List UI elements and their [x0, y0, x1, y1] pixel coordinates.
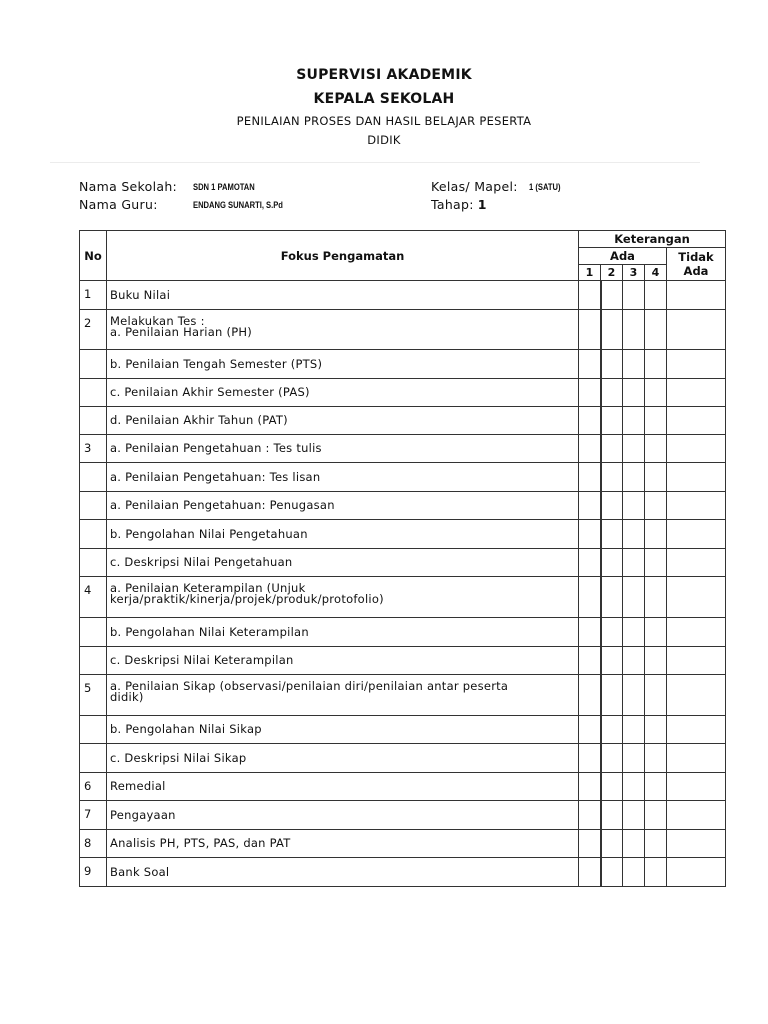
score-cell-2[interactable]	[601, 435, 623, 463]
row-number: 2	[80, 310, 107, 350]
tidak-ada-cell[interactable]	[667, 379, 726, 407]
focus-text: a. Penilaian Pengetahuan : Tes tulis	[110, 441, 322, 455]
score-cell-1[interactable]	[579, 647, 601, 675]
score-cell-1[interactable]	[579, 773, 601, 801]
tidak-ada-cell[interactable]	[667, 744, 726, 773]
tidak-ada-cell[interactable]	[667, 463, 726, 492]
score-cell-4[interactable]	[645, 716, 667, 744]
score-cell-3[interactable]	[623, 744, 645, 773]
focus-text: a. Penilaian Pengetahuan: Penugasan	[110, 498, 335, 512]
score-cell-2[interactable]	[601, 407, 623, 435]
focus-cell	[107, 618, 579, 647]
score-cell-4[interactable]	[645, 830, 667, 858]
school-info	[79, 179, 255, 194]
focus-text-continued: kerja/praktik/kinerja/projek/produk/protofolio)	[110, 592, 384, 606]
class-value: 1 (SATU)	[529, 182, 561, 193]
focus-text-continued: didik)	[110, 690, 144, 704]
score-cell-4[interactable]	[645, 549, 667, 577]
tidak-ada-cell[interactable]	[667, 435, 726, 463]
tidak-ada-cell[interactable]	[667, 858, 726, 887]
focus-text: b. Pengolahan Nilai Sikap	[110, 722, 262, 736]
tidak-ada-cell[interactable]	[667, 310, 726, 350]
table-row	[80, 830, 726, 858]
row-number: 9	[80, 858, 107, 887]
score-cell-3[interactable]	[623, 801, 645, 830]
school-label: Nama Sekolah:	[79, 179, 178, 194]
doc-subtitle-line2: DIDIK	[367, 133, 401, 147]
score-cell-1[interactable]	[579, 830, 601, 858]
score-cell-4[interactable]	[645, 618, 667, 647]
score-header-3: 3	[623, 265, 645, 281]
score-cell-3[interactable]	[623, 549, 645, 577]
table-row	[80, 549, 726, 577]
stage-info	[431, 197, 486, 212]
score-cell-4[interactable]	[645, 350, 667, 379]
score-cell-2[interactable]	[601, 675, 623, 716]
doc-title: SUPERVISI AKADEMIK	[296, 67, 472, 83]
table-row	[80, 716, 726, 744]
row-number: 8	[80, 830, 107, 858]
focus-cell	[107, 463, 579, 492]
focus-cell	[107, 744, 579, 773]
score-cell-3[interactable]	[623, 492, 645, 520]
table-row	[80, 407, 726, 435]
score-cell-3[interactable]	[623, 310, 645, 350]
tidak-ada-cell[interactable]	[667, 647, 726, 675]
score-cell-3[interactable]	[623, 379, 645, 407]
score-cell-3[interactable]	[623, 350, 645, 379]
focus-cell	[107, 773, 579, 801]
tidak-ada-cell[interactable]	[667, 577, 726, 618]
score-cell-3[interactable]	[623, 716, 645, 744]
row-number	[80, 618, 107, 647]
score-cell-1[interactable]	[579, 549, 601, 577]
focus-text: c. Deskripsi Nilai Pengetahuan	[110, 555, 293, 569]
score-cell-4[interactable]	[645, 379, 667, 407]
table-row	[80, 463, 726, 492]
focus-cell	[107, 310, 579, 350]
focus-cell	[107, 549, 579, 577]
score-cell-4[interactable]	[645, 520, 667, 549]
focus-text: Pengayaan	[110, 807, 176, 822]
focus-text: Melakukan Tes :	[110, 314, 205, 328]
row-number: 4	[80, 577, 107, 618]
table-row	[80, 647, 726, 675]
focus-text-continued: a. Penilaian Harian (PH)	[110, 325, 253, 339]
col-keterangan-header: Keterangan	[579, 231, 726, 248]
row-number	[80, 492, 107, 520]
divider	[50, 162, 700, 163]
tidak-ada-cell[interactable]	[667, 675, 726, 716]
row-number	[80, 520, 107, 549]
doc-subtitle: PENILAIAN PROSES DAN HASIL BELAJAR PESERTA	[236, 114, 532, 128]
score-cell-1[interactable]	[579, 379, 601, 407]
teacher-label: Nama Guru:	[79, 197, 158, 212]
table-row	[80, 379, 726, 407]
focus-cell	[107, 350, 579, 379]
score-cell-1[interactable]	[579, 716, 601, 744]
score-cell-2[interactable]	[601, 830, 623, 858]
focus-cell	[107, 435, 579, 463]
table-row	[80, 310, 726, 350]
score-header-4: 4	[645, 265, 667, 281]
score-cell-2[interactable]	[601, 492, 623, 520]
col-focus-header: Fokus Pengamatan	[107, 231, 579, 281]
row-number	[80, 350, 107, 379]
score-cell-4[interactable]	[645, 407, 667, 435]
tidak-ada-cell[interactable]	[667, 773, 726, 801]
score-cell-2[interactable]	[601, 379, 623, 407]
score-cell-4[interactable]	[645, 858, 667, 887]
score-cell-2[interactable]	[601, 801, 623, 830]
score-cell-4[interactable]	[645, 675, 667, 716]
score-cell-3[interactable]	[623, 773, 645, 801]
score-cell-1[interactable]	[579, 492, 601, 520]
stage-value: 1	[477, 197, 487, 212]
score-cell-4[interactable]	[645, 310, 667, 350]
score-cell-1[interactable]	[579, 310, 601, 350]
score-cell-3[interactable]	[623, 858, 645, 887]
table-row	[80, 858, 726, 887]
score-cell-1[interactable]	[579, 435, 601, 463]
focus-cell	[107, 716, 579, 744]
teacher-value: ENDANG SUNARTI, S.Pd	[193, 200, 283, 211]
row-number	[80, 379, 107, 407]
score-cell-4[interactable]	[645, 577, 667, 618]
focus-cell	[107, 520, 579, 549]
score-cell-3[interactable]	[623, 675, 645, 716]
focus-cell	[107, 830, 579, 858]
tidak-ada-cell[interactable]	[667, 281, 726, 310]
focus-cell	[107, 379, 579, 407]
score-cell-1[interactable]	[579, 675, 601, 716]
score-cell-1[interactable]	[579, 618, 601, 647]
focus-cell	[107, 407, 579, 435]
row-number: 5	[80, 675, 107, 716]
focus-text: a. Penilaian Pengetahuan: Tes lisan	[110, 469, 321, 484]
row-number: 1	[80, 281, 107, 310]
score-cell-2[interactable]	[601, 310, 623, 350]
score-header-1: 1	[579, 265, 601, 281]
table-row	[80, 801, 726, 830]
row-number: 7	[80, 801, 107, 830]
row-number	[80, 549, 107, 577]
focus-text: b. Penilaian Tengah Semester (PTS)	[110, 356, 323, 371]
score-cell-3[interactable]	[623, 435, 645, 463]
table-row	[80, 520, 726, 549]
score-cell-4[interactable]	[645, 647, 667, 675]
score-cell-1[interactable]	[579, 520, 601, 549]
score-cell-4[interactable]	[645, 463, 667, 492]
score-cell-3[interactable]	[623, 618, 645, 647]
row-number	[80, 407, 107, 435]
table-row	[80, 744, 726, 773]
score-cell-2[interactable]	[601, 463, 623, 492]
focus-text: c. Deskripsi Nilai Sikap	[110, 750, 247, 765]
score-cell-1[interactable]	[579, 350, 601, 379]
score-cell-2[interactable]	[601, 744, 623, 773]
score-cell-4[interactable]	[645, 492, 667, 520]
score-cell-1[interactable]	[579, 463, 601, 492]
focus-text: Bank Soal	[110, 864, 170, 879]
focus-cell	[107, 675, 579, 716]
tidak-ada-cell[interactable]	[667, 618, 726, 647]
class-info	[431, 179, 561, 194]
score-cell-3[interactable]	[623, 463, 645, 492]
row-number: 3	[80, 435, 107, 463]
focus-cell	[107, 281, 579, 310]
focus-text: c. Deskripsi Nilai Keterampilan	[110, 653, 294, 667]
tidak-ada-cell[interactable]	[667, 350, 726, 379]
score-cell-2[interactable]	[601, 350, 623, 379]
score-cell-2[interactable]	[601, 716, 623, 744]
score-header-2: 2	[601, 265, 623, 281]
row-number	[80, 744, 107, 773]
focus-cell	[107, 858, 579, 887]
teacher-info	[79, 197, 283, 212]
score-cell-2[interactable]	[601, 858, 623, 887]
focus-text: c. Penilaian Akhir Semester (PAS)	[110, 385, 310, 399]
supervision-table	[79, 230, 726, 887]
row-number	[80, 647, 107, 675]
table-row	[80, 492, 726, 520]
focus-text: Remedial	[110, 779, 166, 793]
score-cell-3[interactable]	[623, 520, 645, 549]
col-tidak-ada-header: Tidak Ada	[667, 248, 726, 281]
score-cell-1[interactable]	[579, 407, 601, 435]
score-cell-3[interactable]	[623, 647, 645, 675]
score-cell-3[interactable]	[623, 577, 645, 618]
class-label: Kelas/ Mapel:	[431, 179, 518, 194]
score-cell-2[interactable]	[601, 647, 623, 675]
score-cell-4[interactable]	[645, 773, 667, 801]
tidak-ada-cell[interactable]	[667, 830, 726, 858]
focus-text: b. Pengolahan Nilai Keterampilan	[110, 624, 309, 639]
score-cell-4[interactable]	[645, 744, 667, 773]
col-no-header: No	[80, 231, 107, 281]
focus-text: Analisis PH, PTS, PAS, dan PAT	[110, 836, 291, 850]
score-cell-2[interactable]	[601, 281, 623, 310]
score-cell-2[interactable]	[601, 577, 623, 618]
score-cell-1[interactable]	[579, 801, 601, 830]
score-cell-2[interactable]	[601, 549, 623, 577]
school-value: SDN 1 PAMOTAN	[193, 182, 255, 193]
focus-cell	[107, 801, 579, 830]
tidak-ada-cell[interactable]	[667, 549, 726, 577]
col-ada-header: Ada	[579, 248, 667, 265]
table-row	[80, 618, 726, 647]
tidak-ada-cell[interactable]	[667, 716, 726, 744]
score-cell-2[interactable]	[601, 773, 623, 801]
tidak-ada-cell[interactable]	[667, 801, 726, 830]
focus-text: b. Pengolahan Nilai Pengetahuan	[110, 526, 308, 541]
tidak-ada-cell[interactable]	[667, 520, 726, 549]
score-cell-3[interactable]	[623, 407, 645, 435]
score-cell-2[interactable]	[601, 520, 623, 549]
score-cell-1[interactable]	[579, 858, 601, 887]
focus-cell	[107, 577, 579, 618]
stage-label: Tahap:	[431, 197, 474, 212]
focus-text: a. Penilaian Keterampilan (Unjuk	[110, 581, 306, 595]
score-cell-3[interactable]	[623, 830, 645, 858]
score-cell-1[interactable]	[579, 744, 601, 773]
table-row	[80, 675, 726, 716]
row-number	[80, 716, 107, 744]
doc-title-secondary: KEPALA SEKOLAH	[313, 91, 455, 107]
score-cell-4[interactable]	[645, 281, 667, 310]
focus-text: a. Penilaian Sikap (observasi/penilaian diri/penilaian antar peserta	[110, 679, 509, 693]
table-row	[80, 773, 726, 801]
row-number: 6	[80, 773, 107, 801]
tidak-ada-cell[interactable]	[667, 407, 726, 435]
focus-text: Buku Nilai	[110, 287, 171, 302]
score-cell-1[interactable]	[579, 577, 601, 618]
score-cell-2[interactable]	[601, 618, 623, 647]
row-number	[80, 463, 107, 492]
focus-cell	[107, 647, 579, 675]
score-cell-3[interactable]	[623, 281, 645, 310]
score-cell-4[interactable]	[645, 801, 667, 830]
table-row	[80, 281, 726, 310]
focus-cell	[107, 492, 579, 520]
focus-text: d. Penilaian Akhir Tahun (PAT)	[110, 413, 288, 427]
table-row	[80, 577, 726, 618]
tidak-ada-cell[interactable]	[667, 492, 726, 520]
score-cell-1[interactable]	[579, 281, 601, 310]
score-cell-4[interactable]	[645, 435, 667, 463]
table-row	[80, 350, 726, 379]
table-row	[80, 435, 726, 463]
